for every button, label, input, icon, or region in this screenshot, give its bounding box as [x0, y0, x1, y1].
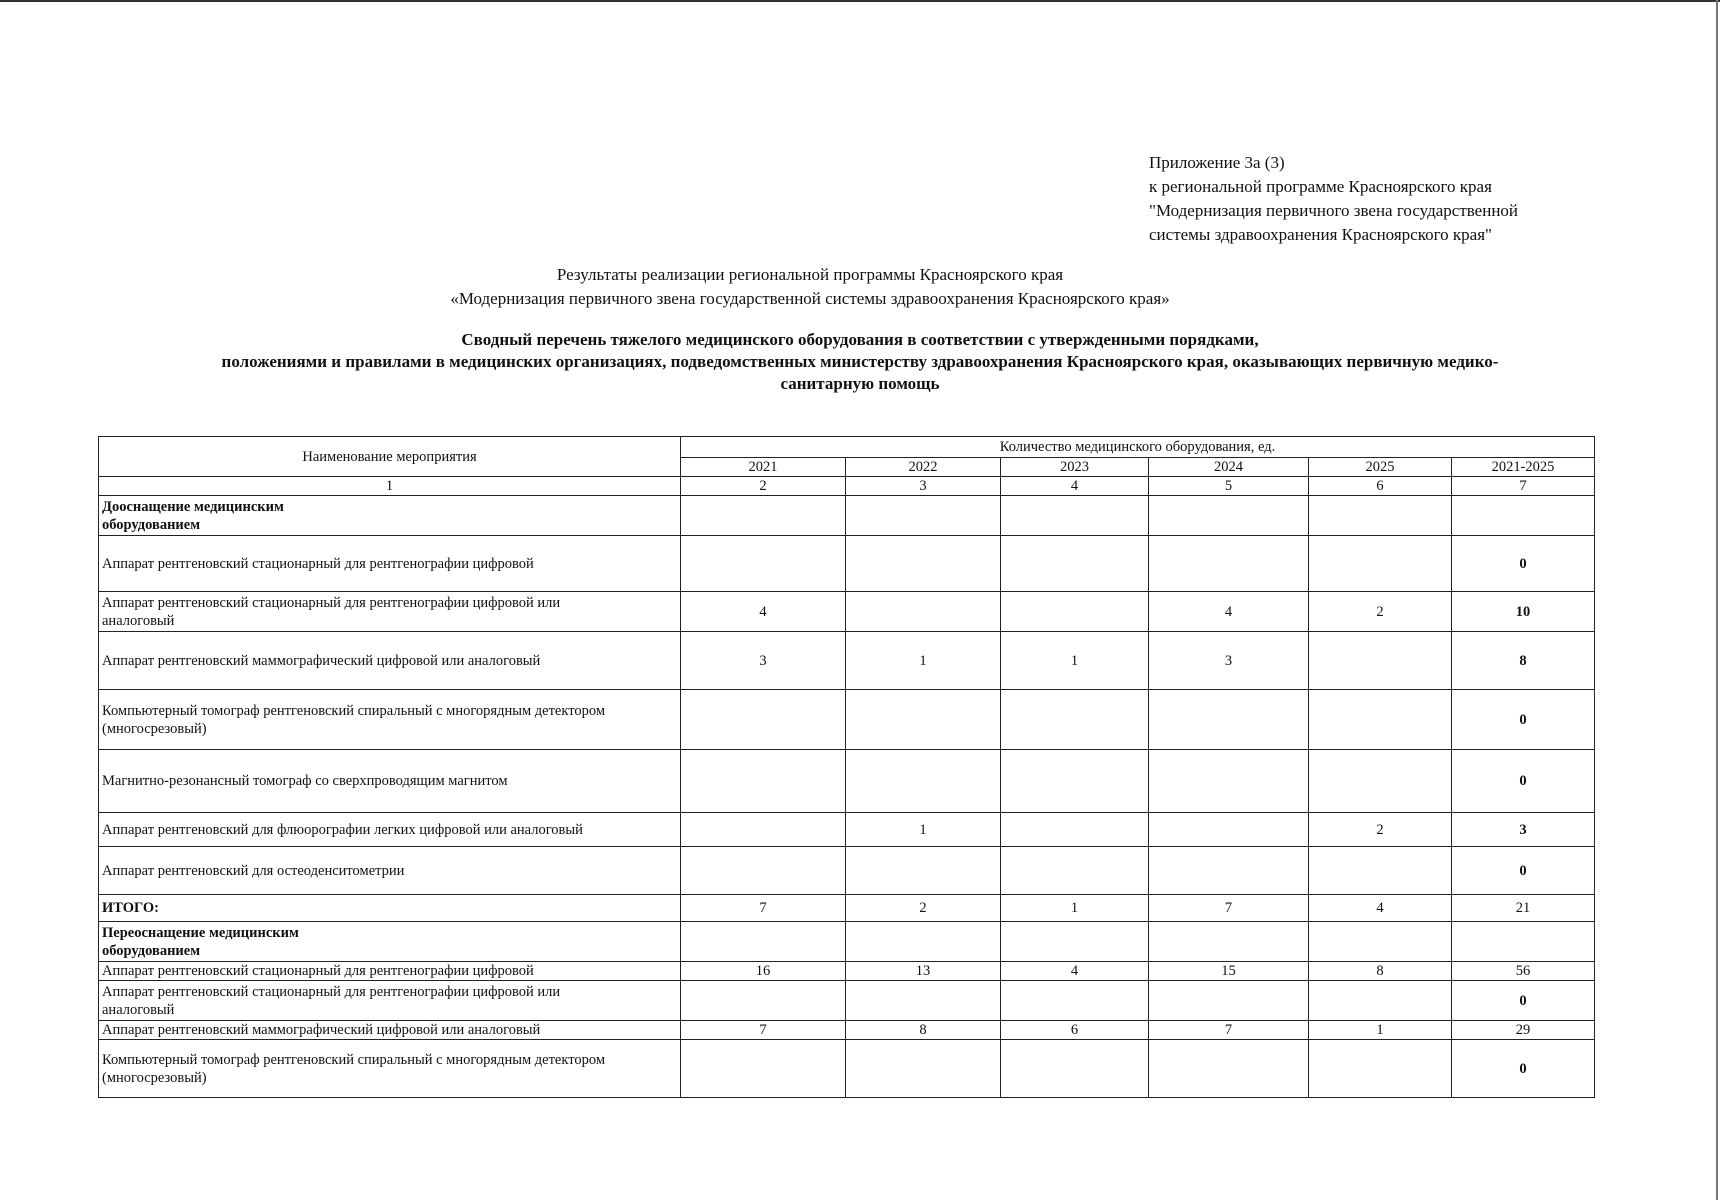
- value-cell: [1149, 1040, 1309, 1098]
- summary-title: [130, 329, 1590, 395]
- value-cell: 16: [681, 962, 846, 981]
- header-col-number: 2: [681, 477, 846, 496]
- appendix-line-1: Приложение 3а (3): [1149, 153, 1285, 172]
- equipment-name: Аппарат рентгеновский стационарный для рентгенографии цифровой или аналоговый: [99, 592, 681, 632]
- value-cell: [681, 981, 846, 1021]
- total-value-cell: 0: [1452, 981, 1595, 1021]
- total-value-cell: 3: [1452, 813, 1595, 847]
- equipment-name: Аппарат рентгеновский стационарный для рентгенографии цифровой: [99, 536, 681, 592]
- value-cell: 7: [681, 1021, 846, 1040]
- header-year-total: 2021-2025: [1452, 458, 1595, 477]
- value-cell: 2: [1309, 813, 1452, 847]
- results-title-line-2: «Модернизация первичного звена государственной системы здравоохранения Красноярского края»: [450, 289, 1170, 308]
- empty-cell: [1309, 496, 1452, 536]
- table-row: [99, 813, 1595, 847]
- table-row: [99, 981, 1595, 1021]
- value-cell: [1309, 981, 1452, 1021]
- table-row: [99, 962, 1595, 981]
- value-cell: 8: [1309, 962, 1452, 981]
- value-cell: [846, 981, 1001, 1021]
- value-cell: [1149, 981, 1309, 1021]
- header-year: 2025: [1309, 458, 1452, 477]
- appendix-line-2: к региональной программе Красноярского края: [1149, 177, 1492, 196]
- value-cell: [681, 1040, 846, 1098]
- header-quantity-group: Количество медицинского оборудования, ед.: [681, 437, 1595, 458]
- table-row: [99, 1021, 1595, 1040]
- equipment-name: Аппарат рентгеновский для флюорографии легких цифровой или аналоговый: [99, 813, 681, 847]
- equipment-name: Аппарат рентгеновский стационарный для рентгенографии цифровой: [99, 962, 681, 981]
- value-cell: 4: [1149, 592, 1309, 632]
- empty-cell: [846, 922, 1001, 962]
- total-value-cell: 1: [1001, 895, 1149, 922]
- total-value-cell: 56: [1452, 962, 1595, 981]
- table-row: [99, 632, 1595, 690]
- total-value-cell: 0: [1452, 536, 1595, 592]
- value-cell: [681, 690, 846, 750]
- value-cell: [846, 750, 1001, 813]
- value-cell: [681, 536, 846, 592]
- appendix-note: [1149, 151, 1669, 247]
- section-1-header-row: [99, 496, 1595, 536]
- equipment-table: [98, 436, 1595, 1098]
- total-value-cell: 0: [1452, 690, 1595, 750]
- equipment-name: Компьютерный томограф рентгеновский спиральный с многорядным детектором (многосрезовый): [99, 1040, 681, 1098]
- section-2-header-row: [99, 922, 1595, 962]
- value-cell: 1: [846, 813, 1001, 847]
- results-title: [300, 263, 1320, 311]
- table-row: [99, 592, 1595, 632]
- total-row: [99, 895, 1595, 922]
- equipment-name: Аппарат рентгеновский стационарный для рентгенографии цифровой или аналоговый: [99, 981, 681, 1021]
- total-value-cell: 2: [846, 895, 1001, 922]
- table-row: [99, 750, 1595, 813]
- empty-cell: [1149, 922, 1309, 962]
- value-cell: 8: [846, 1021, 1001, 1040]
- value-cell: 15: [1149, 962, 1309, 981]
- value-cell: [1001, 813, 1149, 847]
- value-cell: [1149, 690, 1309, 750]
- empty-cell: [681, 922, 846, 962]
- header-col-number: 5: [1149, 477, 1309, 496]
- value-cell: [1001, 690, 1149, 750]
- value-cell: [1309, 536, 1452, 592]
- equipment-name: Аппарат рентгеновский маммографический цифровой или аналоговый: [99, 1021, 681, 1040]
- value-cell: [1149, 847, 1309, 895]
- value-cell: [846, 690, 1001, 750]
- total-label: ИТОГО:: [99, 895, 681, 922]
- value-cell: [846, 592, 1001, 632]
- value-cell: 13: [846, 962, 1001, 981]
- value-cell: [1149, 750, 1309, 813]
- section-2-title: Переоснащение медицинским оборудованием: [99, 922, 681, 962]
- total-value-cell: 7: [1149, 895, 1309, 922]
- value-cell: [1001, 1040, 1149, 1098]
- total-value-cell: 0: [1452, 1040, 1595, 1098]
- value-cell: [1001, 981, 1149, 1021]
- value-cell: 7: [1149, 1021, 1309, 1040]
- value-cell: [681, 750, 846, 813]
- empty-cell: [1149, 496, 1309, 536]
- appendix-line-3: "Модернизация первичного звена государственной: [1149, 201, 1519, 220]
- value-cell: 1: [1001, 632, 1149, 690]
- empty-cell: [681, 496, 846, 536]
- total-value-cell: 8: [1452, 632, 1595, 690]
- page-top-edge: [0, 0, 1720, 2]
- section-1-title: Дооснащение медицинским оборудованием: [99, 496, 681, 536]
- header-year: 2024: [1149, 458, 1309, 477]
- equipment-name: Аппарат рентгеновский маммографический цифровой или аналоговый: [99, 632, 681, 690]
- appendix-line-4: системы здравоохранения Красноярского края": [1149, 225, 1492, 244]
- value-cell: 3: [1149, 632, 1309, 690]
- empty-cell: [1001, 496, 1149, 536]
- summary-title-line-3: санитарную помощь: [780, 374, 940, 393]
- total-value-cell: 29: [1452, 1021, 1595, 1040]
- value-cell: 1: [1309, 1021, 1452, 1040]
- header-col-number: 1: [99, 477, 681, 496]
- total-value-cell: 0: [1452, 750, 1595, 813]
- value-cell: 6: [1001, 1021, 1149, 1040]
- header-row-group: [99, 437, 1595, 458]
- value-cell: [1149, 813, 1309, 847]
- value-cell: [1149, 536, 1309, 592]
- value-cell: [681, 847, 846, 895]
- value-cell: [846, 847, 1001, 895]
- empty-cell: [1309, 922, 1452, 962]
- header-col-number: 4: [1001, 477, 1149, 496]
- equipment-name: Магнитно-резонансный томограф со сверхпроводящим магнитом: [99, 750, 681, 813]
- value-cell: [1001, 750, 1149, 813]
- value-cell: [1001, 536, 1149, 592]
- total-value-cell: 0: [1452, 847, 1595, 895]
- header-col-number: 7: [1452, 477, 1595, 496]
- value-cell: 4: [1001, 962, 1149, 981]
- value-cell: [1309, 632, 1452, 690]
- page-right-edge: [1716, 0, 1718, 1200]
- value-cell: [1001, 592, 1149, 632]
- total-value-cell: 10: [1452, 592, 1595, 632]
- value-cell: [846, 536, 1001, 592]
- value-cell: [1309, 690, 1452, 750]
- header-col-number: 6: [1309, 477, 1452, 496]
- empty-cell: [846, 496, 1001, 536]
- total-value-cell: 7: [681, 895, 846, 922]
- value-cell: 2: [1309, 592, 1452, 632]
- table-row: [99, 690, 1595, 750]
- value-cell: 1: [846, 632, 1001, 690]
- grand-total-cell: 21: [1452, 895, 1595, 922]
- value-cell: [1309, 847, 1452, 895]
- header-year: 2023: [1001, 458, 1149, 477]
- empty-cell: [1452, 922, 1595, 962]
- total-value-cell: 4: [1309, 895, 1452, 922]
- empty-cell: [1001, 922, 1149, 962]
- empty-cell: [1452, 496, 1595, 536]
- equipment-name: Компьютерный томограф рентгеновский спиральный с многорядным детектором (многосрезовый): [99, 690, 681, 750]
- value-cell: [1309, 750, 1452, 813]
- header-year: 2022: [846, 458, 1001, 477]
- value-cell: [1309, 1040, 1452, 1098]
- header-col-number: 3: [846, 477, 1001, 496]
- value-cell: [846, 1040, 1001, 1098]
- results-title-line-1: Результаты реализации региональной программы Красноярского края: [556, 265, 1064, 284]
- summary-title-line-2: положениями и правилами в медицинских организациях, подведомственных министерству здравоохранения Красноярского края, оказывающих первичную медико-: [221, 352, 1499, 371]
- value-cell: 3: [681, 632, 846, 690]
- value-cell: 4: [681, 592, 846, 632]
- header-year: 2021: [681, 458, 846, 477]
- value-cell: [681, 813, 846, 847]
- header-event-name: Наименование мероприятия: [99, 437, 681, 477]
- table-row: [99, 536, 1595, 592]
- value-cell: [1001, 847, 1149, 895]
- equipment-name: Аппарат рентгеновский для остеоденситометрии: [99, 847, 681, 895]
- table-row: [99, 847, 1595, 895]
- header-row-numbers: [99, 477, 1595, 496]
- summary-title-line-1: Сводный перечень тяжелого медицинского оборудования в соответствии с утвержденными порядками,: [461, 330, 1259, 349]
- table-row: [99, 1040, 1595, 1098]
